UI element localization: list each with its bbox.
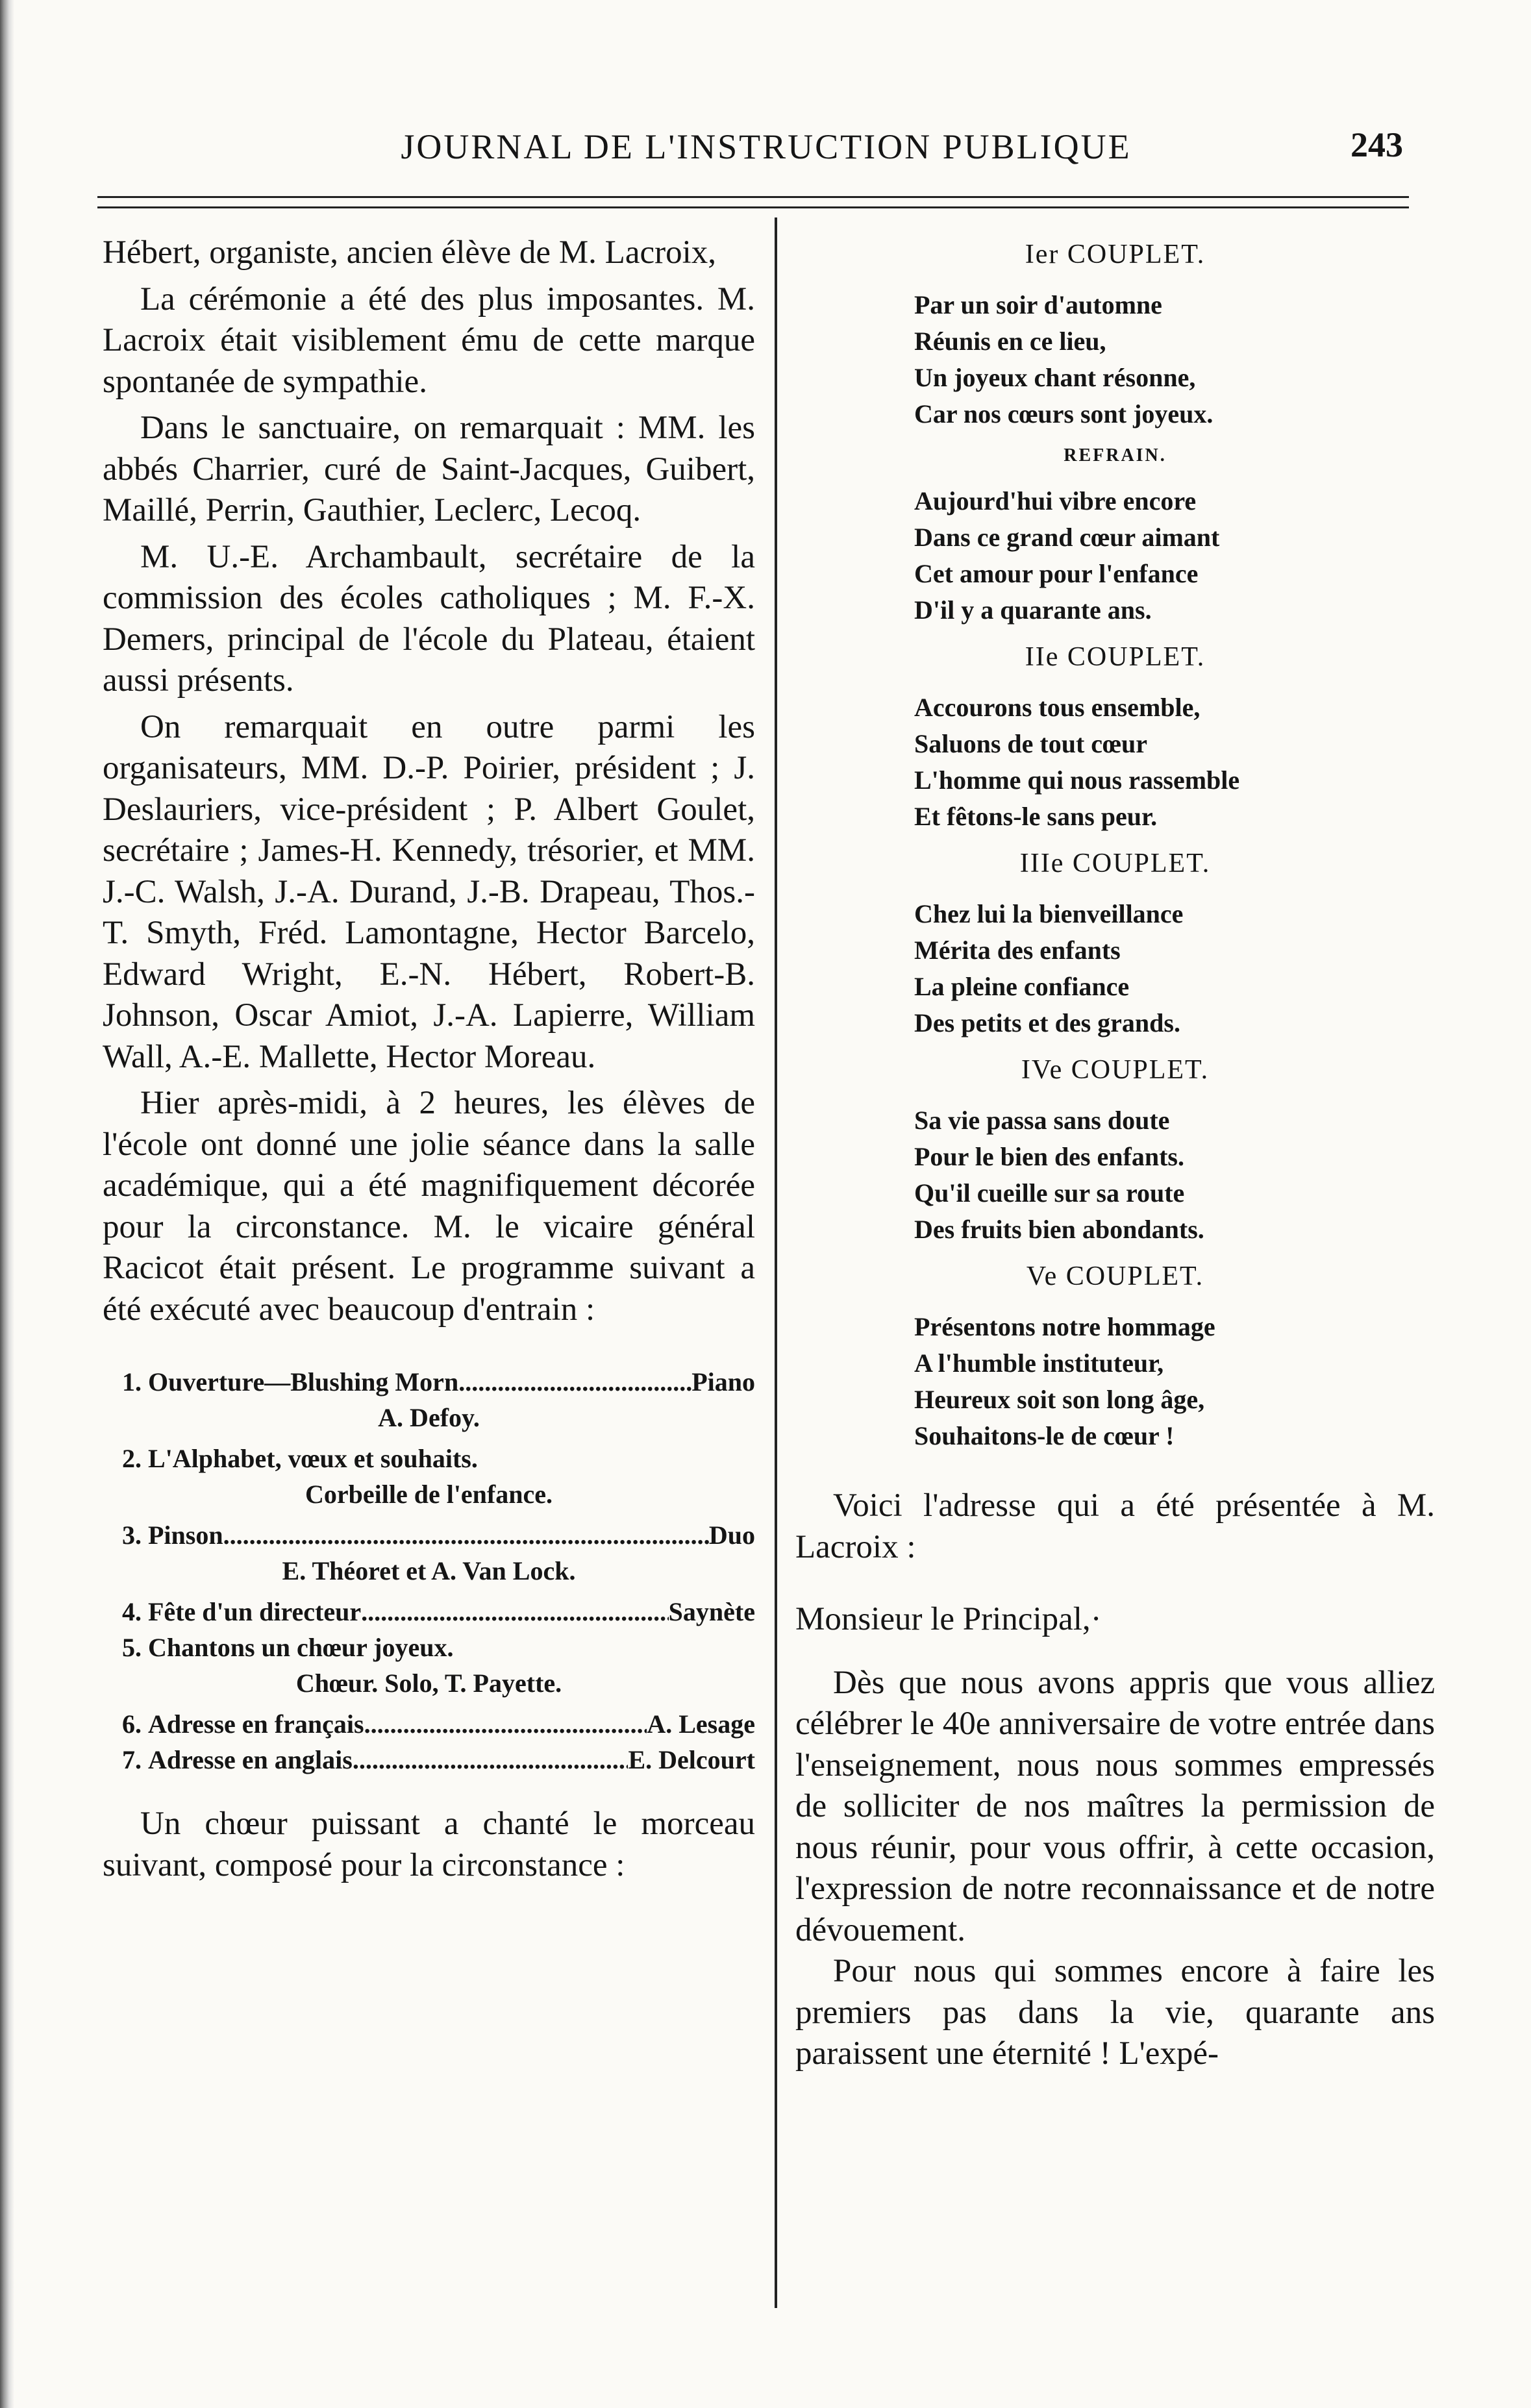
left-column bbox=[103, 232, 755, 1886]
program-performer: Piano bbox=[691, 1367, 755, 1396]
couplet-heading: IVe COUPLET. bbox=[1021, 1055, 1210, 1085]
verse-line: Présentons notre hommage bbox=[914, 1312, 1215, 1341]
program-subline: Corbeille de l'enfance. bbox=[305, 1480, 553, 1509]
verse-line: Car nos cœurs sont joyeux. bbox=[914, 399, 1214, 428]
paragraph: La cérémonie a été des plus imposantes. M. Lacroix était visiblement ému de cette marque spontanée de sympathie. bbox=[103, 280, 755, 400]
verse-line: Souhaitons-le de cœur ! bbox=[914, 1421, 1175, 1450]
verse-line: Dans ce grand cœur aimant bbox=[914, 523, 1220, 552]
letter-salutation: Monsieur le Principal,· bbox=[795, 1601, 1102, 1637]
program-number: 1. bbox=[122, 1367, 142, 1396]
program-title: Pinson bbox=[148, 1521, 223, 1550]
verse-line: Accourons tous ensemble, bbox=[914, 693, 1201, 722]
verse-line: Pour le bien des enfants. bbox=[914, 1142, 1184, 1171]
paragraph: Pour nous qui sommes encore à faire les premiers pas dans la vie, quarante ans paraissent une éternité ! L'expé- bbox=[795, 1953, 1435, 2072]
running-header-title: JOURNAL DE L'INSTRUCTION PUBLIQUE bbox=[401, 127, 1132, 166]
program-performer: A. Lesage bbox=[647, 1709, 755, 1739]
paragraph: Dès que nous avons appris que vous alliez célébrer le 40e anniversaire de votre entrée dans l'enseignement, nous nous sommes empressés de solliciter de nos maîtres la permission de nous réunir, pour vous offrir, à cette occasion, l'expression de notre reconnaissance et de notre dévouement. bbox=[795, 1664, 1435, 1948]
header-rule bbox=[97, 206, 1409, 208]
verse-line: Mérita des enfants bbox=[914, 936, 1121, 965]
verse-line: Réunis en ce lieu, bbox=[914, 327, 1106, 356]
verse-line: Des fruits bien abondants. bbox=[914, 1215, 1204, 1244]
verse-line: Des petits et des grands. bbox=[914, 1008, 1180, 1037]
couplet-heading: Ve COUPLET. bbox=[1026, 1261, 1204, 1291]
paragraph: Voici l'adresse qui a été présentée à M. Lacroix : bbox=[795, 1487, 1435, 1565]
program-performer: Saynète bbox=[668, 1597, 755, 1626]
paragraph: Un chœur puissant a chanté le morceau suivant, composé pour la circonstance : bbox=[103, 1806, 755, 1883]
paragraph: Hébert, organiste, ancien élève de M. Lacroix, bbox=[103, 234, 716, 271]
program-item bbox=[103, 1742, 755, 1778]
couplet-heading: IIe COUPLET. bbox=[1025, 642, 1206, 672]
verse-line: D'il y a quarante ans. bbox=[914, 595, 1152, 625]
program-subline: Chœur. Solo, T. Payette. bbox=[295, 1669, 562, 1698]
paragraph: Hier après-midi, à 2 heures, les élèves de l'école ont donné une jolie séance dans la salle académique, qui a été magnifiquement décorée pour la circonstance. M. le vicaire général Racicot était présent. Le programme suivant a été exécuté avec beaucoup d'entrain : bbox=[103, 1085, 755, 1328]
song-stanza bbox=[914, 689, 1435, 835]
program-number: 7. bbox=[122, 1745, 142, 1774]
song-stanza bbox=[914, 896, 1435, 1041]
column-divider bbox=[775, 217, 777, 2308]
program-title: Fête d'un directeur bbox=[148, 1597, 362, 1626]
program-title: Ouverture—Blushing Morn bbox=[148, 1367, 459, 1396]
song-stanza bbox=[914, 287, 1435, 432]
verse-line: Heureux soit son long âge, bbox=[914, 1385, 1205, 1414]
program-title: Adresse en anglais bbox=[148, 1745, 353, 1774]
program-subline: E. Théoret et A. Van Lock. bbox=[282, 1556, 576, 1585]
program-number: 5. bbox=[122, 1633, 142, 1662]
song-stanza bbox=[914, 1309, 1435, 1454]
paragraph: On remarquait en outre parmi les organisateurs, MM. D.-P. Poirier, président ; J. Deslauriers, vice-président ; P. Albert Goulet, secrétaire ; James-H. Kennedy, trésorier, et MM. J.-C. Walsh, J.-A. Durand, J.-B. Drapeau, Thos.-T. Smyth, Fréd. Lamontagne, Hector Barcelo, Edward Wright, E.-N. Hébert, Robert-B. Johnson, Oscar Amiot, J.-A. Lapierre, William Wall, A.-E. Mallette, Hector Moreau. bbox=[103, 708, 755, 1075]
verse-line: Chez lui la bienveillance bbox=[914, 899, 1184, 928]
verse-line: Saluons de tout cœur bbox=[914, 729, 1147, 758]
right-column bbox=[795, 232, 1435, 2075]
program-item bbox=[103, 1594, 755, 1630]
program-title: Chantons un chœur joyeux. bbox=[148, 1633, 454, 1662]
verse-line: Par un soir d'automne bbox=[914, 290, 1162, 319]
song-stanza bbox=[914, 483, 1435, 628]
header-rule bbox=[97, 196, 1409, 198]
page-number: 243 bbox=[1351, 125, 1403, 164]
program-performer: E. Delcourt bbox=[628, 1745, 755, 1774]
program-performer: Duo bbox=[708, 1521, 755, 1550]
song-stanza bbox=[914, 1102, 1435, 1248]
program-item bbox=[103, 1517, 755, 1553]
program-item bbox=[103, 1706, 755, 1742]
paragraph: M. U.-E. Archambault, secrétaire de la commission des écoles catholiques ; M. F.-X. Demers, principal de l'école du Plateau, étaient aussi présents. bbox=[103, 538, 755, 699]
verse-line: Et fêtons-le sans peur. bbox=[914, 802, 1158, 831]
verse-line: A l'humble instituteur, bbox=[914, 1348, 1164, 1378]
verse-line: Qu'il cueille sur sa route bbox=[914, 1178, 1185, 1208]
program-item bbox=[103, 1364, 755, 1400]
program-subline: A. Defoy. bbox=[378, 1403, 480, 1432]
program-item bbox=[103, 1441, 755, 1476]
program-number: 3. bbox=[122, 1521, 142, 1550]
program-number: 4. bbox=[122, 1597, 142, 1626]
program-number: 2. bbox=[122, 1444, 142, 1473]
program-title: L'Alphabet, vœux et souhaits. bbox=[148, 1444, 478, 1473]
verse-line: La pleine confiance bbox=[914, 972, 1130, 1001]
program-title: Adresse en français bbox=[148, 1709, 364, 1739]
verse-line: Sa vie passa sans doute bbox=[914, 1106, 1170, 1135]
program-list bbox=[103, 1364, 755, 1778]
verse-line: Cet amour pour l'enfance bbox=[914, 559, 1199, 588]
program-number: 6. bbox=[122, 1709, 142, 1739]
refrain-heading: REFRAIN. bbox=[1064, 445, 1167, 465]
verse-line: Aujourd'hui vibre encore bbox=[914, 486, 1197, 515]
verse-line: Un joyeux chant résonne, bbox=[914, 363, 1196, 392]
verse-line: L'homme qui nous rassemble bbox=[914, 765, 1240, 795]
page-binding-edge bbox=[0, 0, 14, 2408]
couplet-heading: IIIe COUPLET. bbox=[1019, 849, 1211, 878]
couplet-heading: Ier COUPLET. bbox=[1025, 240, 1206, 269]
paragraph: Dans le sanctuaire, on remarquait : MM. les abbés Charrier, curé de Saint-Jacques, Guibert, Maillé, Perrin, Gauthier, Leclerc, Lecoq. bbox=[103, 410, 755, 528]
program-item bbox=[103, 1630, 755, 1665]
